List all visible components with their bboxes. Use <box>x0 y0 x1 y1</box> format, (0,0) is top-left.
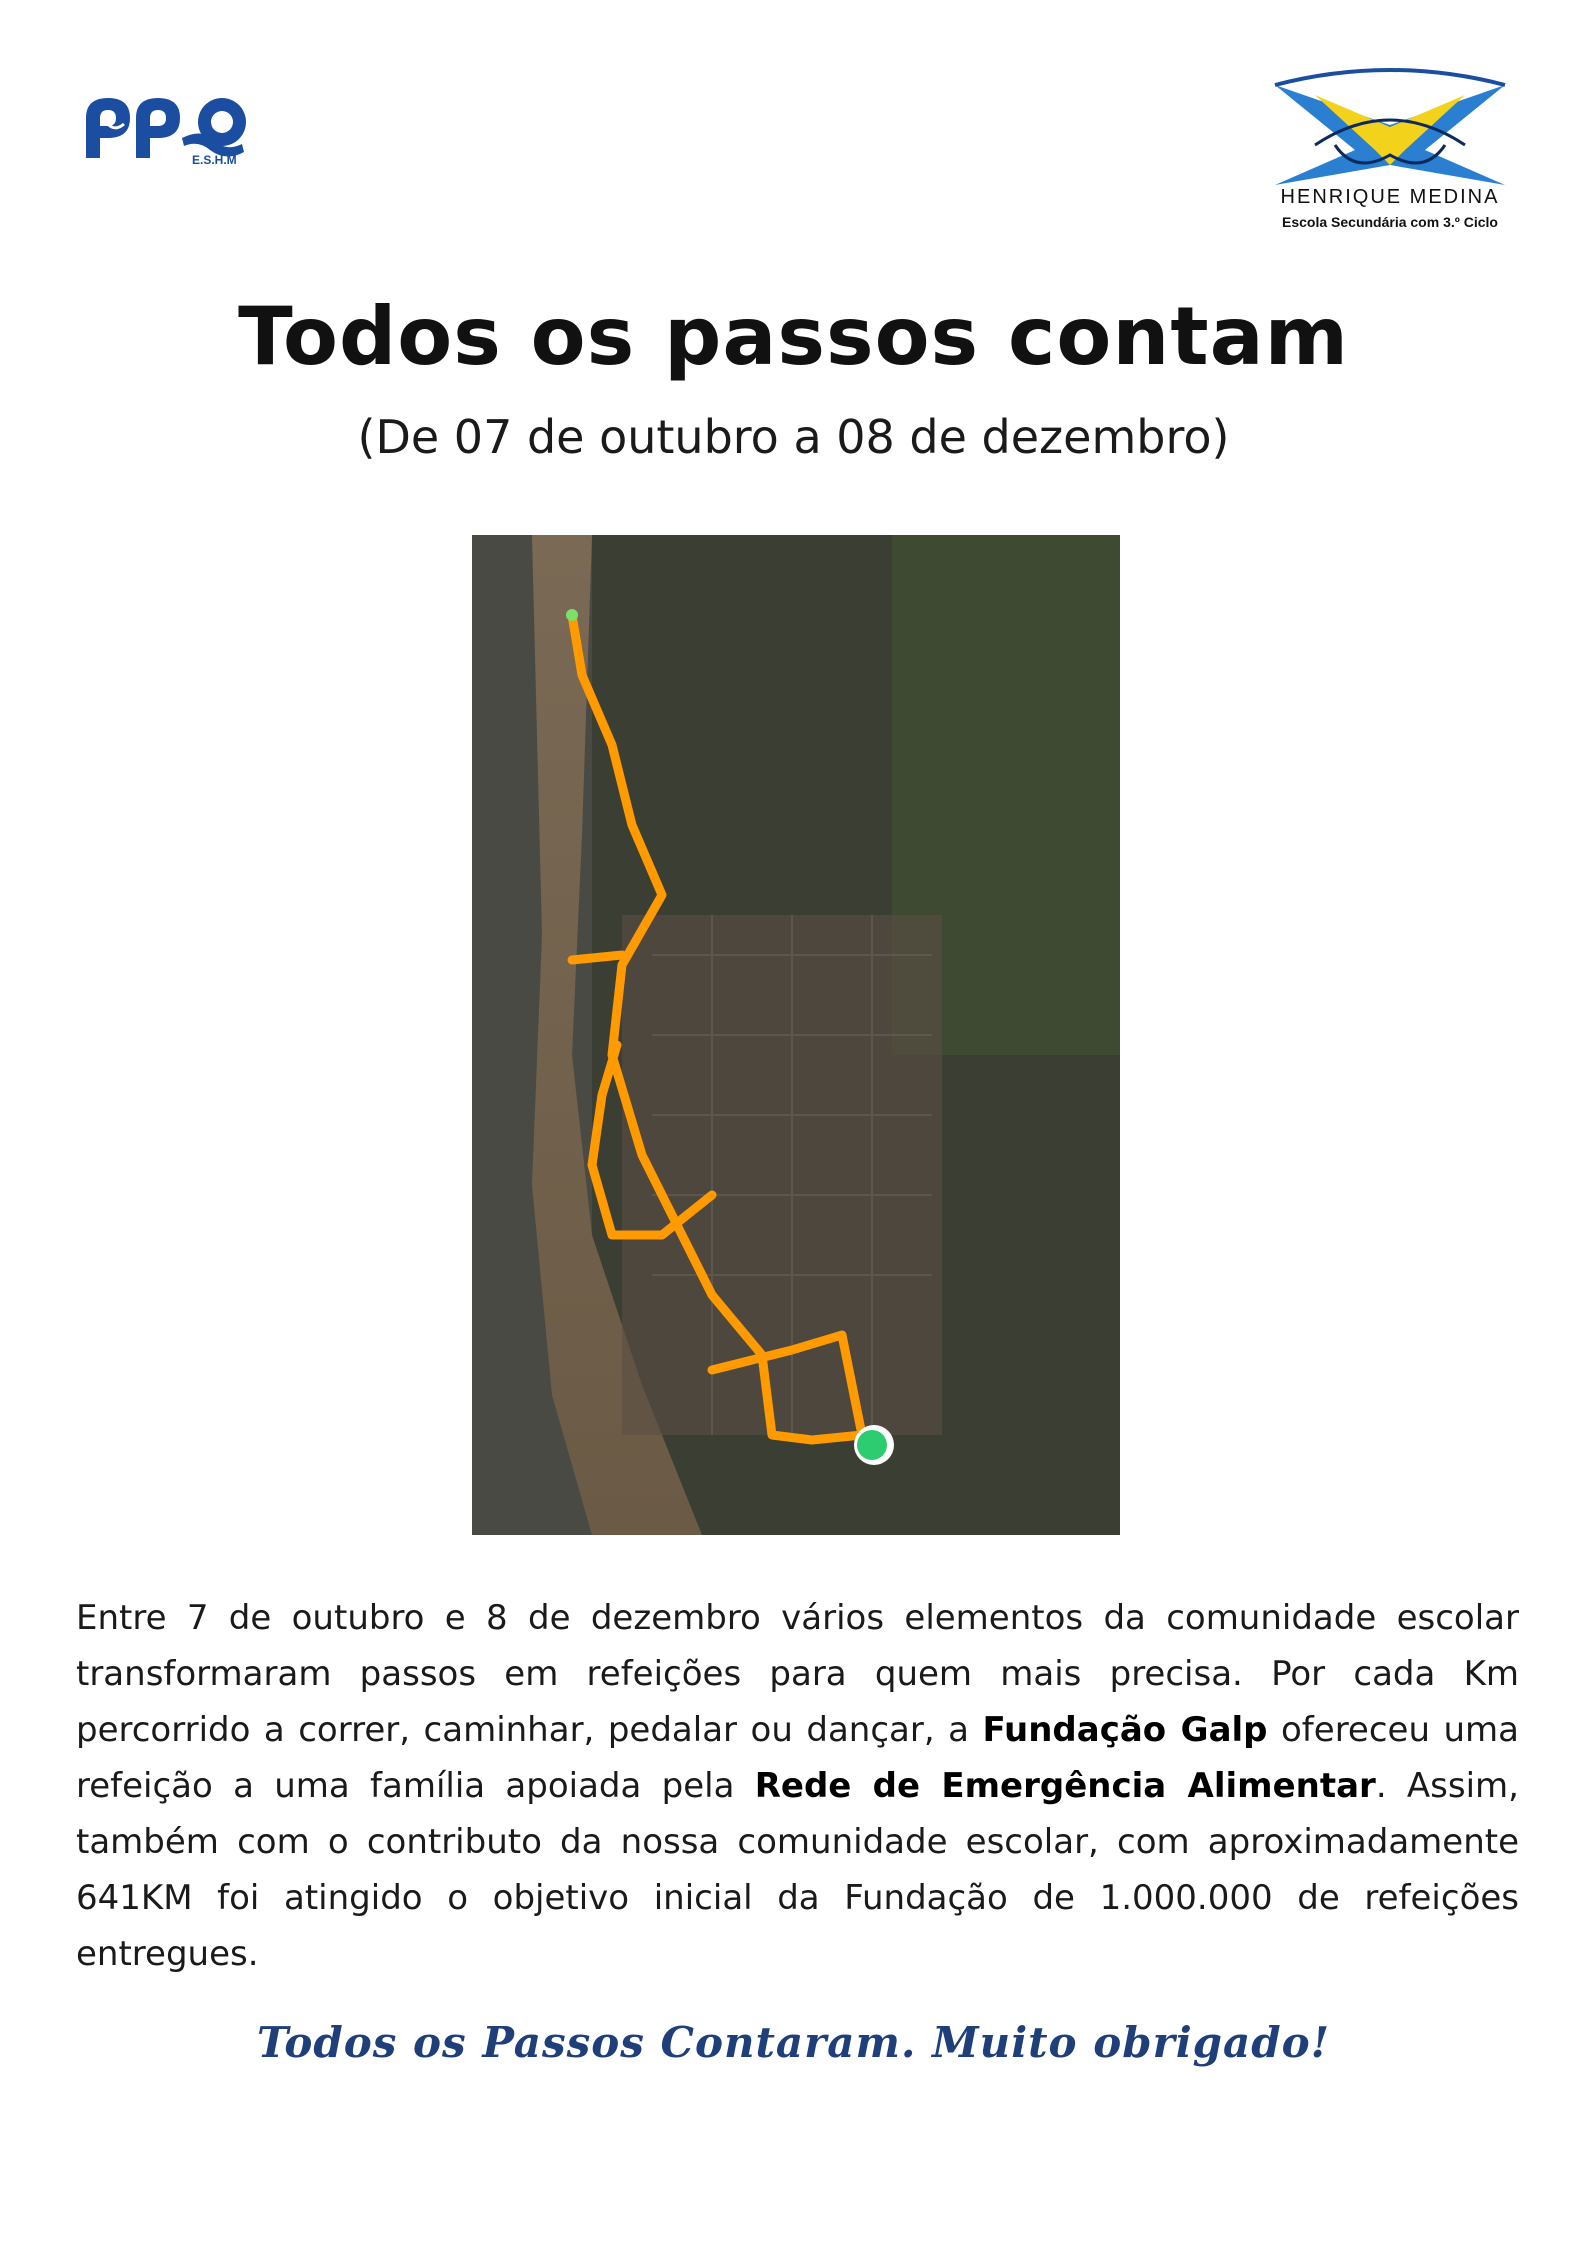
body-text-part1: Entre 7 de outubro e 8 de dezembro vários elementos da comunidade escolar transformaram passos em refeições para quem mais precisa. Por cada Km percorrido a correr, caminhar, pedalar ou dançar, a <box>76 1598 1519 1750</box>
page-subtitle: (De 07 de outubro a 08 de dezembro) <box>357 410 1230 464</box>
logo-school-subtitle: Escola Secundária com 3.º Ciclo <box>1282 214 1498 230</box>
body-text-part2: ofereceu uma refeição a uma família apoiada pela <box>76 1710 1520 1806</box>
route-map-image <box>472 535 1120 1535</box>
left-logo-caption: E.S.H.M <box>192 153 237 167</box>
rede-emergencia-text: Rede de Emergência Alimentar <box>754 1766 1376 1806</box>
page-title: Todos os passos contam <box>238 290 1349 383</box>
fundacao-galp-text: Fundação Galp <box>982 1710 1268 1750</box>
body-text-part3: . Assim, também com o contributo da nossa comunidade escolar, com aproximadamente 641KM foi atingido o objetivo inicial da Fundação de 1.000.000 de refeições entregues. <box>76 1766 1519 1974</box>
aeeshm-logo <box>82 88 282 168</box>
logo-school-name: HENRIQUE MEDINA <box>1280 186 1500 208</box>
body-paragraph <box>76 1590 1519 1982</box>
closing-message: Todos os Passos Contaram. Muito obrigado! <box>256 2018 1331 2067</box>
route-end-marker <box>857 1430 887 1460</box>
henrique-medina-logo <box>1255 55 1525 235</box>
